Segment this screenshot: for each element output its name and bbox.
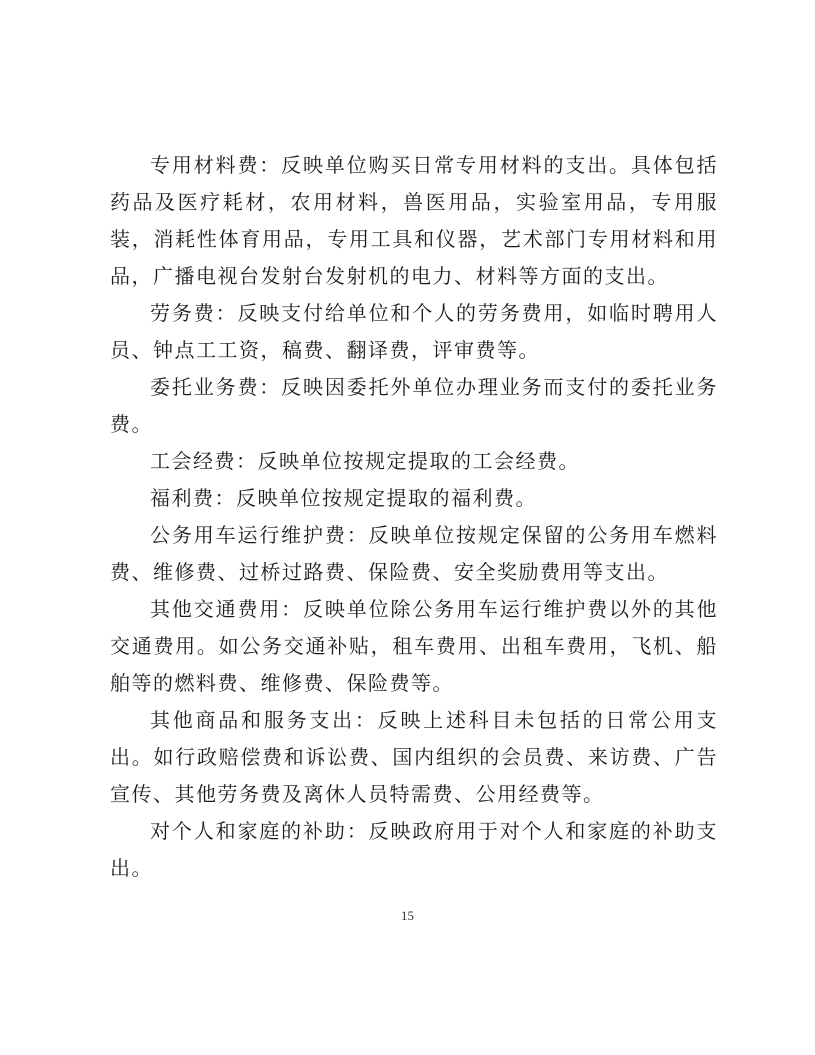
page-number: 15 xyxy=(401,908,414,923)
paragraph-union-funds: 工会经费：反映单位按规定提取的工会经费。 xyxy=(150,449,580,473)
paragraph-other-transport: 其他交通费用：反映单位除公务用车运行维护费以外的其他交通费用。如公务交通补贴，租车费用、出租车费用，飞机、船舶等的燃料费、维修费、保险费等。 xyxy=(110,597,718,695)
paragraph-other-goods-services: 其他商品和服务支出：反映上述科目未包括的日常公用支出。如行政赔偿费和诉讼费、国内组织的会员费、来访费、广告宣传、其他劳务费及离休人员特需费、公用经费等。 xyxy=(110,708,718,806)
paragraph-welfare-fees: 福利费：反映单位按规定提取的福利费。 xyxy=(150,486,537,510)
paragraph-household-subsidies: 对个人和家庭的补助：反映政府用于对个人和家庭的补助支出。 xyxy=(110,819,718,880)
paragraph-special-materials: 专用材料费：反映单位购买日常专用材料的支出。具体包括药品及医疗耗材，农用材料，兽医用品，实验室用品，专用服装，消耗性体育用品，专用工具和仪器，艺术部门专用材料和用品，广播电视台发射台发射机的电力、材料等方面的支出。 xyxy=(110,153,718,288)
paragraph-commissioned-services: 委托业务费：反映因委托外单位办理业务而支付的委托业务费。 xyxy=(110,375,718,436)
body-text xyxy=(110,147,718,887)
paragraph-official-vehicles: 公务用车运行维护费：反映单位按规定保留的公务用车燃料费、维修费、过桥过路费、保险费、安全奖励费用等支出。 xyxy=(110,523,718,584)
paragraph-labor-fees: 劳务费：反映支付给单位和个人的劳务费用，如临时聘用人员、钟点工工资，稿费、翻译费，评审费等。 xyxy=(110,301,718,362)
